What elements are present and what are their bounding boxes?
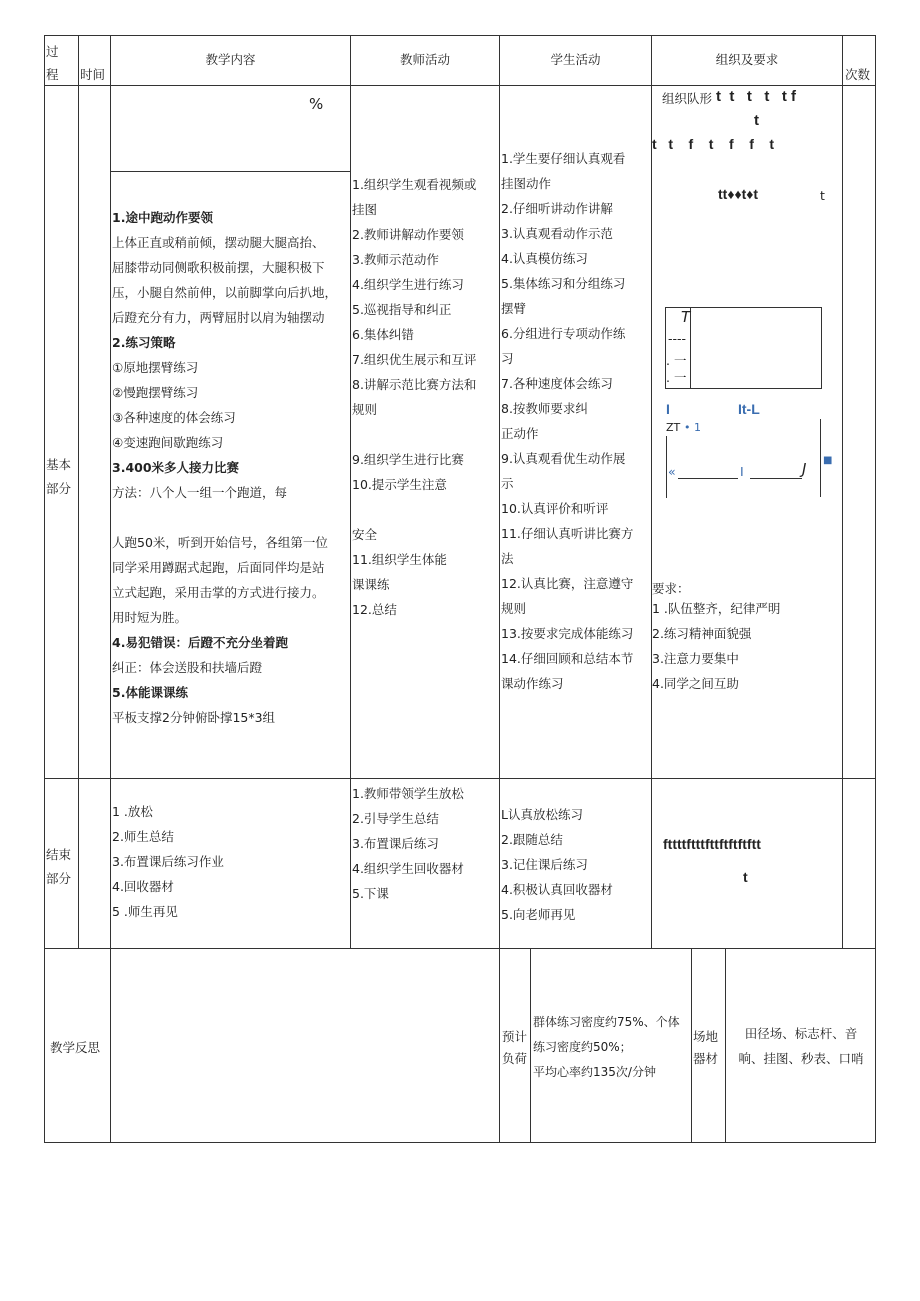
diagram-T: T	[681, 308, 691, 326]
list-line: 用时短为胜。	[112, 610, 188, 625]
list-line: 4.组织学生回收器材	[352, 861, 464, 876]
list-line: 规则	[501, 601, 527, 616]
table-line	[350, 35, 351, 948]
list-line: 2.仔细听讲动作讲解	[501, 201, 613, 216]
section-basic-b: 部分	[46, 481, 72, 496]
formation-row-3b: t	[820, 188, 825, 203]
list-line: 1.教师带领学生放松	[352, 786, 464, 801]
list-line: 屈膝带动同侧歌积极前摆，大腿积极下	[112, 260, 325, 275]
list-line: 13.按要求完成体能练习	[501, 626, 634, 641]
header-student: 学生活动	[550, 52, 601, 67]
table-line	[530, 948, 531, 1142]
table-line	[725, 948, 726, 1142]
table-line	[44, 948, 876, 949]
list-line: 纠正：体会送股和扶墙后蹬	[112, 660, 263, 675]
list-line: 14.仔细回顾和总结本节	[501, 651, 634, 666]
list-line: 7.组织优生展示和互评	[352, 352, 477, 367]
list-line: 正动作	[501, 426, 539, 441]
header-content: 教学内容	[205, 52, 256, 67]
list-line	[112, 508, 337, 533]
table-line	[691, 948, 692, 1142]
list-line: ②慢跑摆臂练习	[112, 385, 199, 400]
requirements-list	[652, 599, 780, 699]
list-line: 1.途中跑动作要领	[112, 210, 213, 225]
table-line	[111, 171, 350, 172]
list-line: 平板支撑2分钟俯卧撑15*3组	[112, 710, 276, 725]
load-text	[533, 1012, 680, 1087]
list-line: 2.练习精神面貌强	[652, 626, 752, 641]
list-line: 1.学生要仔细认真观看	[501, 151, 626, 166]
section-end-b: 部分	[46, 871, 72, 886]
diagram-dash: ----	[668, 331, 687, 346]
table-line	[842, 35, 843, 948]
list-line: 2.练习策略	[112, 335, 176, 350]
load-label-a: 预计	[502, 1029, 528, 1044]
list-line: 3.注意力要集中	[652, 651, 739, 666]
list-line: 习	[501, 351, 514, 366]
table-line	[44, 778, 876, 779]
list-line: 法	[501, 551, 514, 566]
zt-label: ZT	[666, 421, 681, 434]
list-line: 后蹬充分有力，两臂屈肘以肩为轴摆动	[112, 310, 325, 325]
list-line: 2.师生总结	[112, 829, 174, 844]
list-line: 5.下课	[352, 886, 389, 901]
header-process-b: 程	[46, 67, 59, 82]
list-line: 响、挂图、秒表、口哨	[738, 1051, 864, 1066]
lane-left: «	[668, 464, 676, 479]
header-process-a: 过	[46, 44, 59, 59]
list-line: 课课练	[352, 577, 390, 592]
table-line	[44, 35, 876, 36]
list-line: ④变速跑间歇跑练习	[112, 435, 224, 450]
basic-student-list	[501, 149, 633, 699]
lane-square: ■	[823, 455, 833, 466]
list-line: 示	[501, 476, 514, 491]
end-teacher-list	[352, 784, 464, 909]
section-basic-a: 基本	[46, 457, 72, 472]
venue-label-a: 场地	[693, 1029, 719, 1044]
list-line: 10.认真评价和听评	[501, 501, 609, 516]
basic-teacher-list	[352, 175, 476, 625]
list-line: 1.组织学生观看视频或	[352, 177, 477, 192]
list-line: 群体练习密度约75%、个体	[533, 1015, 680, 1029]
list-line: 2.引导学生总结	[352, 811, 439, 826]
formation-row-3: tt♦♦t♦t	[718, 186, 759, 202]
end-content-list	[112, 802, 224, 927]
list-line: 挂图动作	[501, 176, 552, 191]
list-line: 同学采用蹲踞式起跑，后面同伴均是站	[112, 560, 325, 575]
list-line: 2.跟随总结	[501, 832, 563, 847]
list-line: 4.易犯错误：后蹬不充分坐着跑	[112, 635, 288, 650]
list-line: 压，小腿自然前伸，以前脚掌向后扒地，	[112, 285, 338, 300]
lane-mid: I	[740, 464, 744, 479]
table-line	[651, 35, 652, 948]
list-line: 11.仔细认真听讲比赛方	[501, 526, 634, 541]
list-line: 5 .师生再见	[112, 904, 178, 919]
end-formation-row-b: t	[743, 869, 748, 885]
list-line: 9.组织学生进行比赛	[352, 452, 464, 467]
list-line: L认真放松练习	[501, 807, 583, 822]
end-student-list	[501, 805, 613, 930]
list-line: 3.布置课后练习	[352, 836, 439, 851]
table-line	[875, 35, 876, 1142]
list-line: 2.教师讲解动作要领	[352, 227, 464, 242]
list-line: 摆臂	[501, 301, 527, 316]
list-line: 平均心率约135次/分钟	[533, 1065, 656, 1079]
list-line: 10.提示学生注意	[352, 477, 447, 492]
list-line: 5.体能课课练	[112, 685, 188, 700]
list-line: 9.认真观看优生动作展	[501, 451, 626, 466]
table-line	[44, 1142, 876, 1143]
list-line: 挂图	[352, 202, 378, 217]
header-time: 时间	[80, 67, 106, 82]
list-line: 3.认真观看动作示范	[501, 226, 613, 241]
blue-It-L: It-L	[738, 401, 760, 417]
diagram-line-2: . 一	[666, 370, 687, 385]
list-line: 3.教师示范动作	[352, 252, 439, 267]
list-line: 5.巡视指导和纠正	[352, 302, 452, 317]
formation-row-1b: t	[754, 112, 759, 129]
header-count: 次数	[845, 67, 871, 82]
list-line: 3.400米多人接力比赛	[112, 460, 240, 475]
list-line: 11.组织学生体能	[352, 552, 447, 567]
lane-right-border	[820, 419, 821, 497]
lane-left-border	[666, 436, 667, 498]
formation-row-2: t t f t f f t	[652, 136, 775, 152]
basic-content-list	[112, 208, 337, 733]
list-line: 3.布置课后练习作业	[112, 854, 224, 869]
list-line: 4.组织学生进行练习	[352, 277, 464, 292]
top-percent-mark: %	[309, 95, 324, 113]
list-line: 12.认真比赛，注意遵守	[501, 576, 634, 591]
list-line: 6.分组进行专项动作练	[501, 326, 626, 341]
section-end-a: 结束	[46, 847, 72, 862]
list-line: 1 .队伍整齐，纪律严明	[652, 601, 781, 616]
list-line: 5.集体练习和分组练习	[501, 276, 626, 291]
list-line	[352, 425, 476, 450]
table-line	[110, 35, 111, 1142]
end-formation-row: fttttftttfttftftftftt	[663, 836, 761, 852]
list-line: ①原地摆臂练习	[112, 360, 199, 375]
venue-text	[727, 1024, 875, 1074]
header-org: 组织及要求	[715, 52, 779, 67]
list-line: 8.讲解示范比赛方法和	[352, 377, 477, 392]
list-line: ③各种速度的体会练习	[112, 410, 236, 425]
zt-mark: • 1	[684, 421, 701, 434]
list-line: 6.集体纠错	[352, 327, 414, 342]
list-line: 4.回收器材	[112, 879, 174, 894]
lane-line-1	[678, 478, 738, 479]
list-line: 5.向老师再见	[501, 907, 576, 922]
formation-label: 组织队形	[662, 91, 713, 106]
list-line	[352, 500, 476, 525]
list-line: 8.按教师要求纠	[501, 401, 588, 416]
lane-line-2	[750, 478, 802, 479]
list-line: 7.各种速度体会练习	[501, 376, 613, 391]
section-reflect: 教学反思	[50, 1040, 101, 1055]
list-line: 规则	[352, 402, 378, 417]
header-teacher: 教师活动	[399, 52, 450, 67]
list-line: 12.总结	[352, 602, 397, 617]
list-line: 1 .放松	[112, 804, 153, 819]
list-line: 4.认真模仿练习	[501, 251, 588, 266]
list-line: 4.同学之间互助	[652, 676, 739, 691]
list-line: 田径场、标志杆、音	[744, 1026, 858, 1041]
list-line: 立式起跑，采用击掌的方式进行接力。	[112, 585, 325, 600]
list-line: 人跑50米，听到开始信号，各组第一位	[112, 535, 328, 550]
table-line	[44, 85, 876, 86]
req-title: 要求：	[652, 581, 690, 596]
table-line	[78, 35, 79, 948]
list-line: 方法：八个人一组一个跑道，每	[112, 485, 288, 500]
diagram-line-1: . 一	[666, 353, 687, 368]
list-line: 3.记住课后练习	[501, 857, 588, 872]
list-line: 安全	[352, 527, 378, 542]
table-line	[499, 35, 500, 1142]
lane-J: J	[802, 460, 807, 478]
venue-label-b: 器材	[693, 1051, 719, 1066]
list-line: 上体正直或稍前倾，摆动腿大腿高抬、	[112, 235, 325, 250]
formation-row-1: t t t t t f	[716, 88, 796, 105]
list-line: 练习密度约50%；	[533, 1040, 632, 1054]
blue-I: I	[666, 401, 670, 417]
load-label-b: 负荷	[502, 1051, 528, 1066]
list-line: 4.积极认真回收器材	[501, 882, 613, 897]
list-line: 课动作练习	[501, 676, 564, 691]
table-line	[44, 35, 45, 1142]
